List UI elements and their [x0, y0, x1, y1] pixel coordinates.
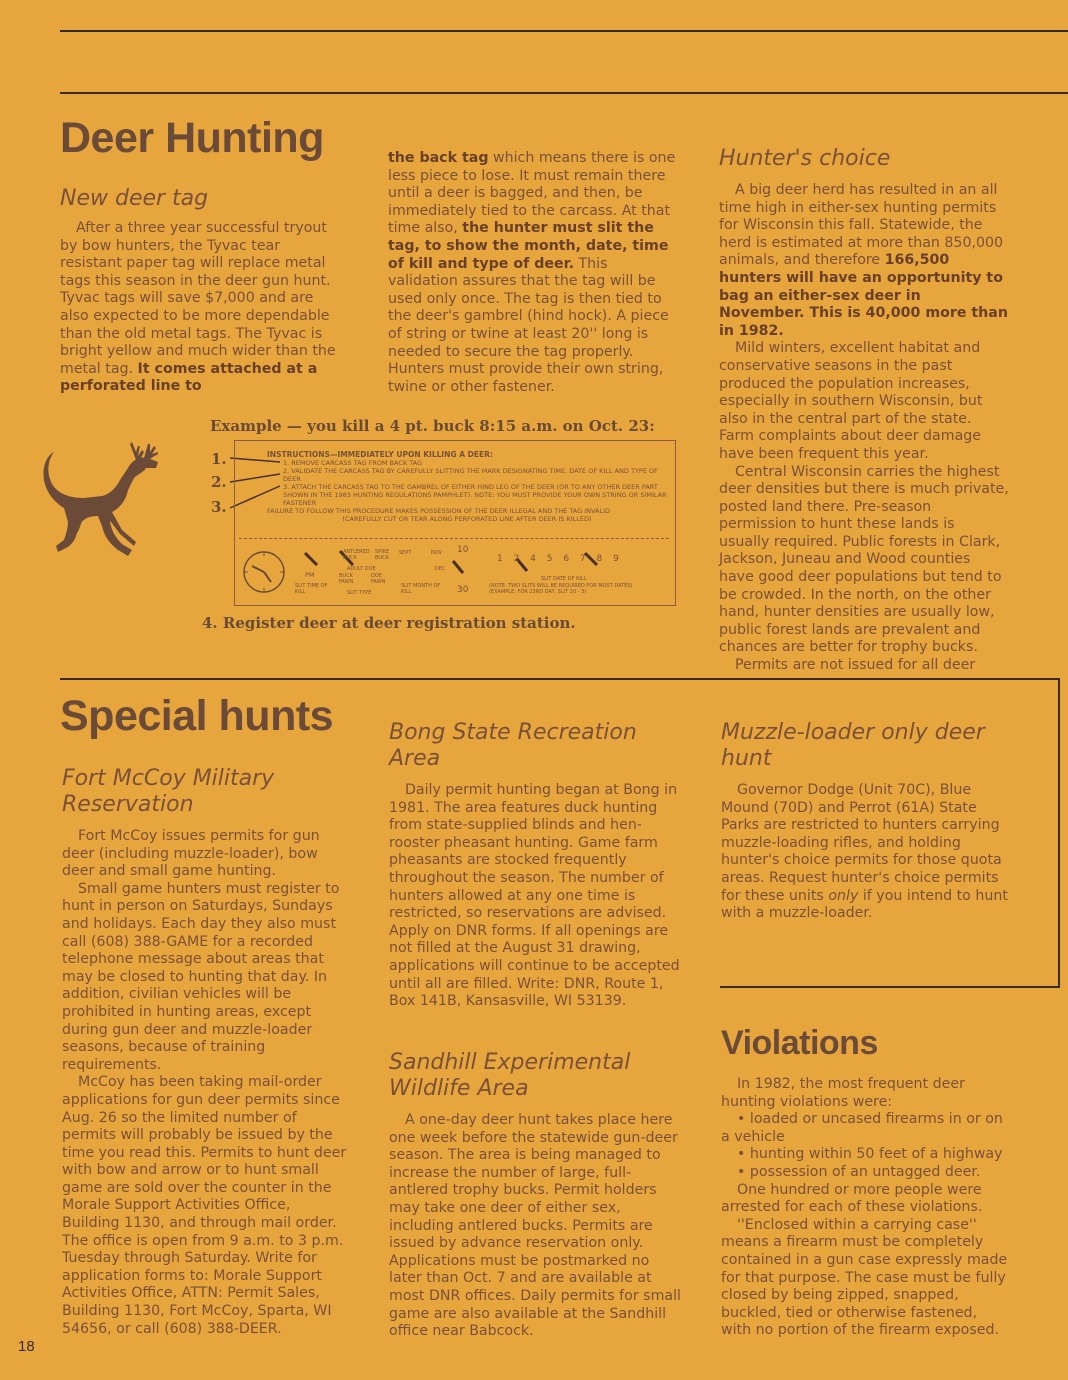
hunters-choice-text [719, 182, 1009, 675]
tag-antlered: ANTLERED BUCK [343, 549, 370, 561]
deer-col1-para: After a three year successful tryout by bow hunters, the Tyvac tear resistant paper tag will replace metal tags this season in the deer gun hunt. Tyvac tags will save $7,000 and are also expected to be more dependable than the old metal tags. The Tyvac is bright yellow and much wider than the metal tag. [60, 220, 336, 377]
tag-heading: INSTRUCTIONS—IMMEDIATELY UPON KILLING A DEER: [267, 450, 493, 459]
fort-mccoy-p1: Fort McCoy issues permits for gun deer (including muzzle-loader), bow deer and small game hunting. [62, 828, 320, 880]
hunters-choice-p1: A big deer herd has resulted in an all time high in either-sex hunting permits for Wisconsin this fall. Statewide, the herd is estimated at more than 850,000 animals, and therefore [719, 182, 1004, 269]
fort-mccoy-title: Fort McCoy Military Reservation [62, 766, 275, 817]
muzzle-loader-title: Muzzle-loader only deer hunt [721, 720, 985, 771]
tag-line-4: FAILURE TO FOLLOW THIS PROCEDURE MAKES POSSESSION OF THE DEER ILLEGAL AND THE TAG INVALID [267, 507, 611, 515]
deer-col1-bold: It comes attached at a perforated line to [60, 360, 318, 395]
deer-col2-text [388, 150, 678, 396]
deer-col2-bold1: the back tag [388, 150, 489, 166]
bong-p1: Daily permit hunting began at Bong in 1981. The area features duck hunting from state-supplied blinds and hen-rooster pheasant hunting. Game farm pheasants are stocked frequently throughout the season. The number of hunters allowed at any one time is restricted, so reservations are advised. Apply on DNR forms. If all openings are not filled at the August 31 drawing, applications will continue to be accepted until all are filled. Write: DNR, Route 1, Box 141B, Kansasville, WI 53139. [389, 782, 680, 1010]
step-3: 3. [211, 498, 227, 516]
muzzle-loader-em: only [828, 887, 859, 904]
violations-bullet-2: • hunting within 50 feet of a highway [737, 1146, 1003, 1163]
deer-col2-text1: which means there is one less piece to lose. It must remain there until a deer is bagged, and then, be immediately tied to the carcass. At that time also, [388, 150, 676, 237]
fort-mccoy-p2: Small game hunters must register to hunt in person on Saturdays, Sundays and holidays. Each day they also must call (608) 388-GAME for a recorded telephone message about areas that may be closed to hunting that day. In addition, civilian vehicles will be prohibited in hunting areas, except during gun deer and muzzle-loader seasons, because of training requirements. [62, 880, 340, 1073]
special-hunts-right-rule [1058, 678, 1060, 988]
deer-col2-bold2: the hunter must slit the tag, to show the month, date, time of kill and type of deer. [388, 220, 669, 272]
violations-bullet-1: • loaded or uncased firearms in or on a vehicle [721, 1111, 1003, 1145]
special-hunts-top-rule [60, 678, 1060, 680]
fort-mccoy-text [62, 828, 352, 1338]
tag-slit-month: SLIT MONTH OF KILL [401, 583, 441, 595]
tag-digits: 1 2 4 5 6 7 8 9 [497, 554, 623, 564]
sandhill-p1: A one-day deer hunt takes place here one week before the statewide gun-deer season. The area is being managed to increase the number of large, full-antlered trophy bucks. Permit holders may take one deer of either sex, including antlered bucks. Permits are issued by advance reservation only. Applications must be postmarked no later than Oct. 7 and are available at most DNR offices. Daily permits for small game are also available at the Sandhill office near Babcock. [389, 1112, 681, 1340]
deer-col2-text2: This validation assures that the tag will be used only once. The tag is then tied to the deer's gambrel (hind hock). A piece of string or twine at least 20'' long is needed to secure the tag properly. Hunters must provide their own string, twine or other fastener. [388, 255, 669, 395]
tag-spike: SPIKE BUCK [375, 549, 390, 561]
step-1: 1. [211, 450, 227, 468]
fort-mccoy-p3: McCoy has been taking mail-order applications for gun deer permits since Aug. 26 so the limited number of permits will probably be issued by the time you read this. Permits to hunt deer with bow and arrow or to hunt small game are sold over the counter in the Morale Support Activities Office, Building 1130, and through mail order. The office is open from 9 a.m. to 3 p.m. Tuesday through Saturday. Write for application forms to: Morale Support Activities Office, ATTN: Permit Sales, Building 1130, Fort McCoy, Sparta, WI 54656, or call (608) 388-DEER. [62, 1074, 347, 1337]
tag-line-1: 1. REMOVE CARCASS TAG FROM BACK TAG [283, 459, 423, 467]
tag-slit-time: SLIT TIME OF KILL [295, 583, 328, 595]
muzzle-loader-p1b: if you intend to hunt with a muzzle-loader. [721, 887, 1008, 922]
tag-slit-type: SLIT TYPE [347, 590, 372, 596]
hunters-choice-p3: Central Wisconsin carries the highest deer densities but there is much private, posted land there. Pre-season permission to hunt these lands is usually required. Public forests in Clark, Jackson, Juneau and Wood counties have good deer populations but tend to be crowded. In the north, on the other hand, hunter densities are usually low, public forest lands are prevalent and chances are better for trophy bucks. [719, 463, 1009, 656]
violations-title: Violations [721, 1024, 878, 1062]
step-2: 2. [211, 473, 227, 491]
tag-pm: PM [305, 571, 315, 579]
new-deer-tag-subtitle: New deer tag [60, 186, 209, 211]
clock-icon [241, 549, 287, 595]
tag-nov: NOV [431, 550, 443, 556]
deer-col1-text [60, 220, 346, 396]
sandhill-title: Sandhill Experimental Wildlife Area [389, 1050, 631, 1101]
top-rule-2 [60, 92, 1068, 94]
deer-tag-illustration [234, 440, 676, 606]
tag-ten: 10 [457, 545, 469, 555]
hunters-choice-p2: Mild winters, excellent habitat and conservative seasons in the past produced the population increases, especially in southern Wisconsin, but also in the central part of the state. Farm complaints about deer damage have been frequent this year. [719, 340, 983, 462]
tag-thirty: 30 [457, 585, 469, 595]
hunters-choice-p1-bold: 166,500 hunters will have an opportunity to bag an either-sex deer in November. This is 40,000 more than in 1982. [719, 252, 1008, 339]
tag-line-3: 3. ATTACH THE CARCASS TAG TO THE GAMBREL OF EITHER HIND LEG OF THE DEER (OR TO ANY OTHER DEER PART SHOWN IN THE 1983 HUNTING REGULATIONS PAMPHLET). NOTE: YOU MUST PROVIDE YOUR OWN STRING OR SIMILAR FASTENER [283, 483, 667, 507]
tag-buck-fawn: BUCK FAWN [339, 573, 354, 585]
muzzle-loader-p1a: Governor Dodge (Unit 70C), Blue Mound (70D) and Perrot (61A) State Parks are restricted to hunters carrying muzzle-loading rifles, and holding hunter's choice permits for those quota areas. Request hunter's choice permits for these units [721, 782, 1002, 904]
top-rule-1 [60, 30, 1068, 32]
tag-doe-fawn: DOE FAWN [371, 573, 386, 585]
tag-dec: DEC [435, 566, 446, 572]
tag-slit-date: SLIT DATE OF KILL [541, 576, 587, 582]
hunters-choice-title: Hunter's choice [719, 146, 891, 171]
violations-p1: In 1982, the most frequent deer hunting violations were: [721, 1076, 965, 1110]
page-number: 18 [18, 1338, 35, 1355]
special-hunts-title: Special hunts [60, 692, 334, 740]
violations-text [721, 1076, 1011, 1340]
deer-silhouette-icon [40, 438, 168, 570]
tag-note: (NOTE: TWO SLITS WILL BE REQUIRED FOR MOST DATES) (EXAMPLE: FOR 23RD DAY, SLIT 20 - 3) [489, 583, 633, 595]
tag-sept: SEPT [399, 550, 412, 556]
violations-bullet-3: • possession of an untagged deer. [737, 1163, 981, 1180]
violations-p2: One hundred or more people were arrested for each of these violations. [721, 1181, 983, 1216]
bong-text [389, 782, 681, 1011]
example-title: Example — you kill a 4 pt. buck 8:15 a.m. on Oct. 23: [210, 417, 655, 435]
violations-top-rule [720, 986, 1060, 988]
bong-title: Bong State Recreation Area [389, 720, 637, 771]
deer-hunting-title: Deer Hunting [60, 114, 324, 162]
tag-line-2: 2. VALIDATE THE CARCASS TAG BY CAREFULLY SLITTING THE MARK DESIGNATING TIME, DATE OF KILL AND TYPE OF DEER [283, 467, 658, 483]
sandhill-text [389, 1112, 681, 1341]
muzzle-loader-text [721, 782, 1011, 923]
hunters-choice-p4: Permits are not issued for all deer [735, 657, 976, 674]
tag-adult-doe: ADULT DOE [347, 566, 376, 572]
tag-line-5: (CAREFULLY CUT OR TEAR ALONG PERFORATED LINE AFTER DEER IS KILLED) [342, 515, 592, 523]
tag-perforation [239, 538, 669, 539]
step-4: 4. Register deer at deer registration station. [202, 614, 576, 632]
violations-p3: ''Enclosed within a carrying case'' means a firearm must be completely contained in a gun case expressly made for that purpose. The case must be fully closed by being zipped, snapped, buckled, tied or otherwise fastened, with no portion of the firearm exposed. [721, 1216, 1008, 1339]
